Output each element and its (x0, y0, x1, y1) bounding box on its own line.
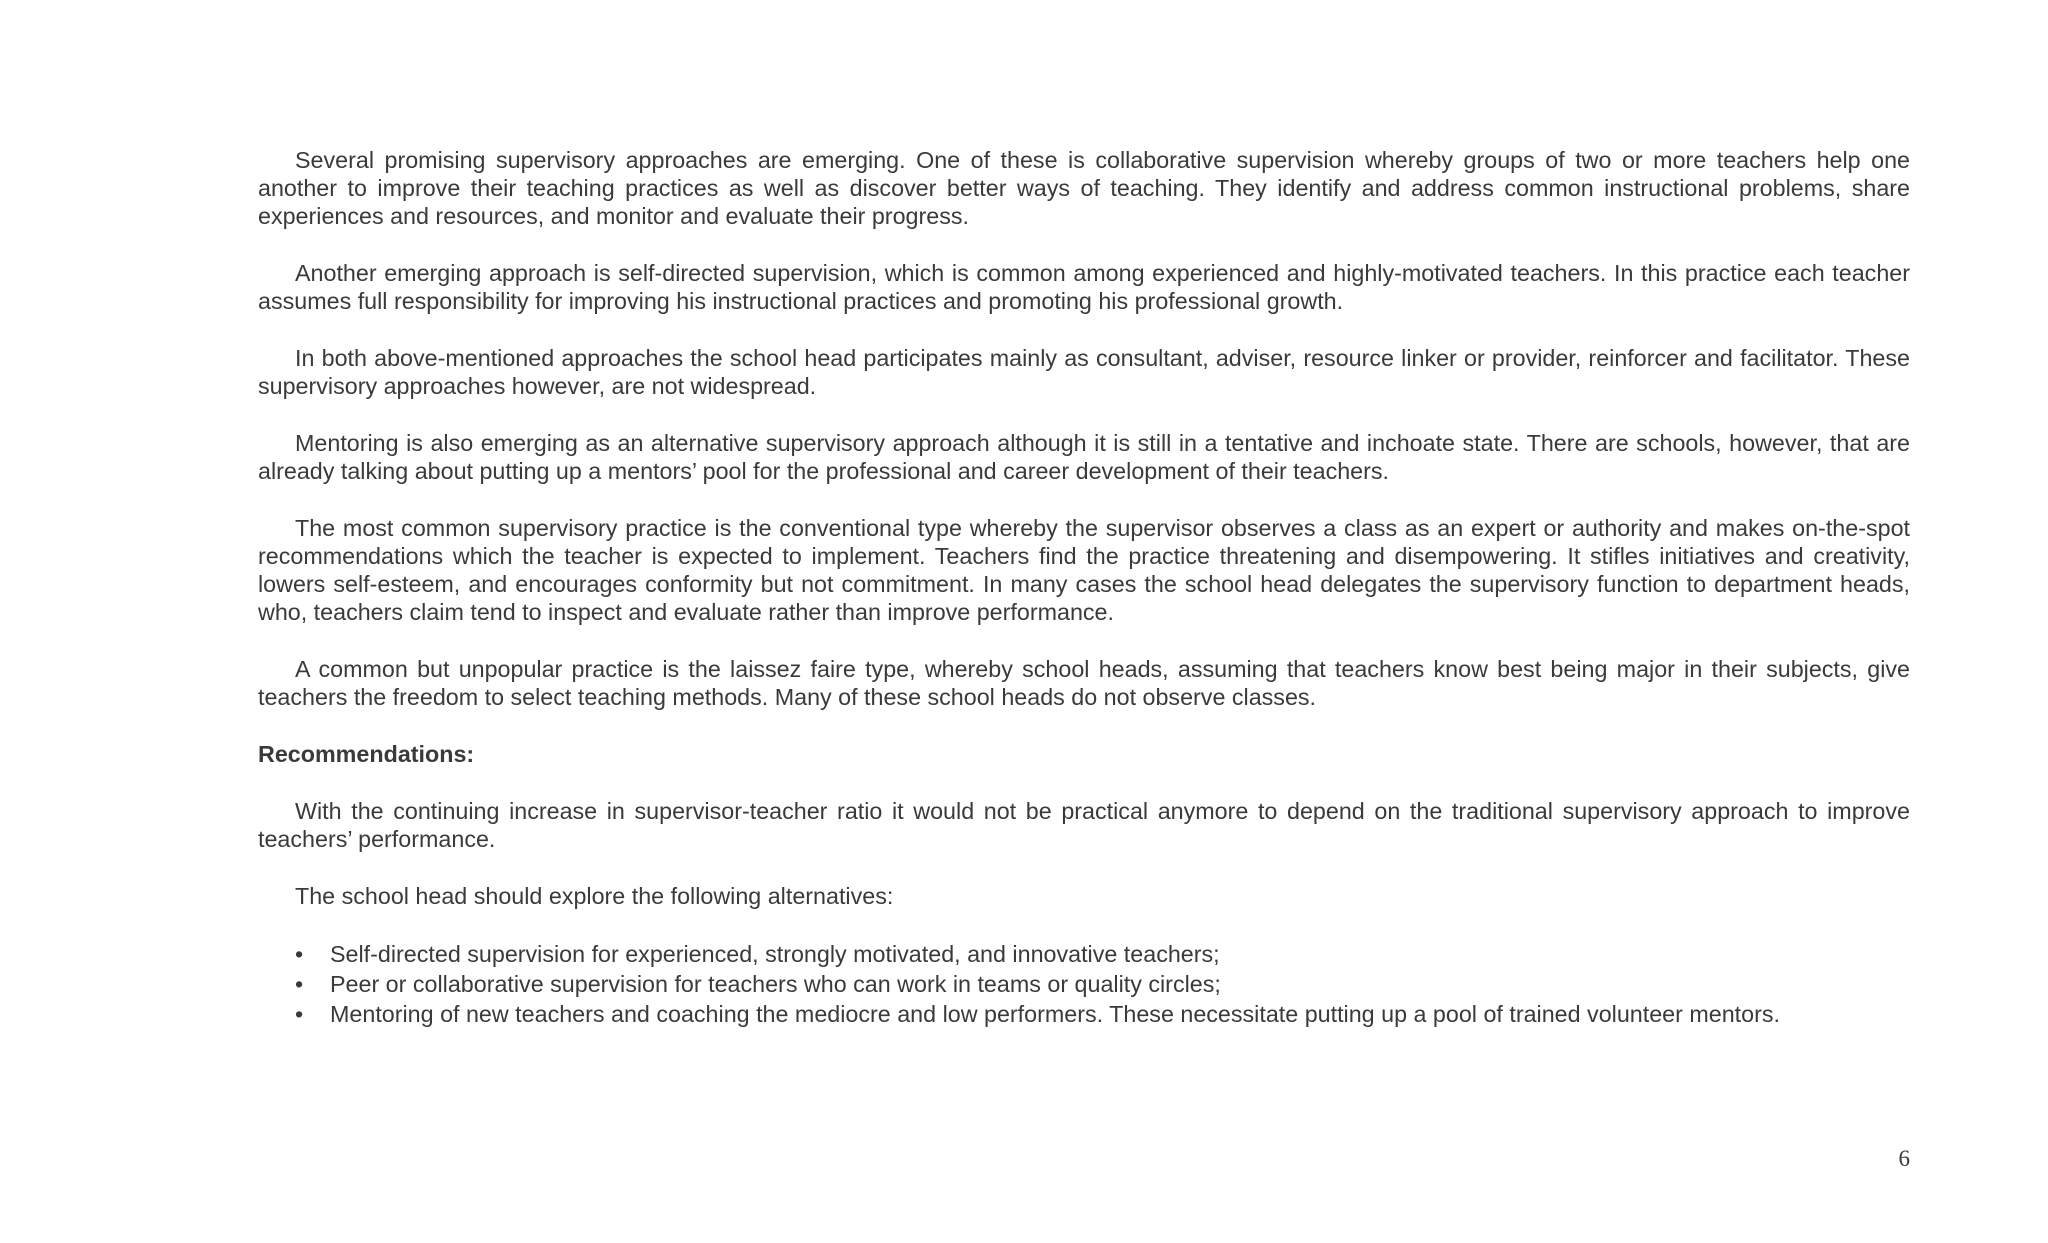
list-item-text: Mentoring of new teachers and coaching the mediocre and low performers. These necessitate putting up a pool of trained volunteer mentors. (330, 1001, 1780, 1027)
paragraph-conventional-practice: The most common supervisory practice is the conventional type whereby the supervisor observes a class as an expert or authority and makes on-the-spot recommendations which the teacher is expected to implement. Teachers find the practice threatening and disempowering. It stifles initiatives and creativity, lowers self-esteem, and encourages conformity but not commitment. In many cases the school head delegates the supervisory function to department heads, who, teachers claim tend to inspect and evaluate rather than improve performance. (258, 515, 1910, 625)
page-number: 6 (1898, 1146, 1910, 1171)
alternatives-list (258, 939, 1910, 1029)
paragraph-school-head-role: In both above-mentioned approaches the school head participates mainly as consultant, adviser, resource linker or provider, reinforcer and facilitator. These supervisory approaches however, are not widespread. (258, 345, 1910, 399)
paragraph-explore-alternatives: The school head should explore the following alternatives: (295, 883, 894, 909)
paragraph-mentoring: Mentoring is also emerging as an alternative supervisory approach although it is still in a tentative and inchoate state. There are schools, however, that are already talking about putting up a mentors’ pool for the professional and career development of their teachers. (258, 430, 1910, 484)
list-item (258, 939, 1910, 969)
bullet-icon: • (295, 1001, 304, 1027)
bullet-icon: • (295, 941, 304, 967)
list-item-text: Peer or collaborative supervision for teachers who can work in teams or quality circles; (330, 971, 1221, 997)
paragraph-laissez-faire: A common but unpopular practice is the laissez faire type, whereby school heads, assuming that teachers know best being major in their subjects, give teachers the freedom to select teaching methods. Many of these school heads do not observe classes. (258, 656, 1910, 710)
list-item-text: Self-directed supervision for experienced, strongly motivated, and innovative teachers; (330, 941, 1220, 967)
list-item (258, 969, 1910, 999)
paragraph-collaborative-supervision: Several promising supervisory approaches are emerging. One of these is collaborative supervision whereby groups of two or more teachers help one another to improve their teaching practices as well as discover better ways of teaching. They identify and address common instructional problems, share experiences and resources, and monitor and evaluate their progress. (258, 147, 1910, 229)
paragraph-self-directed-supervision: Another emerging approach is self-directed supervision, which is common among experienced and highly-motivated teachers. In this practice each teacher assumes full responsibility for improving his instructional practices and promoting his professional growth. (258, 260, 1910, 314)
document-page (258, 146, 1910, 1029)
bullet-icon: • (295, 971, 304, 997)
paragraph-supervisor-ratio: With the continuing increase in supervisor-teacher ratio it would not be practical anymore to depend on the traditional supervisory approach to improve teachers’ performance. (258, 798, 1910, 852)
recommendations-heading: Recommendations: (258, 741, 475, 767)
list-item (258, 999, 1910, 1029)
